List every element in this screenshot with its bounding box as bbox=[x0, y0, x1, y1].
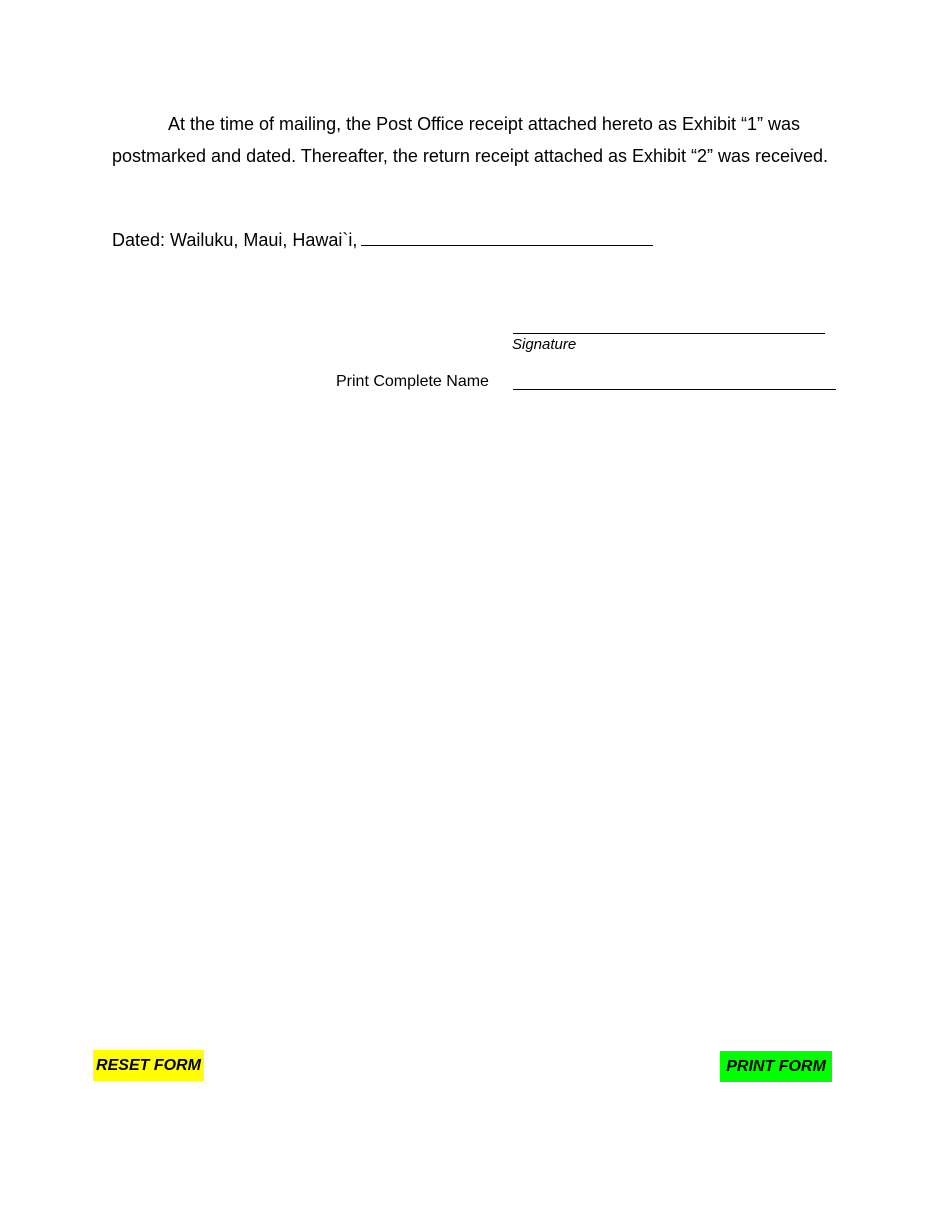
print-form-button[interactable]: PRINT FORM bbox=[720, 1051, 832, 1082]
signature-line[interactable] bbox=[513, 333, 825, 334]
print-name-label: Print Complete Name bbox=[336, 373, 489, 390]
dated-row bbox=[112, 226, 653, 254]
mailing-statement: At the time of mailing, the Post Office receipt attached hereto as Exhibit “1” was postmarked and dated. Thereafter, the return receipt attached as Exhibit “2” was received. bbox=[112, 114, 829, 166]
dated-label: Dated: Wailuku, Maui, Hawai`i, bbox=[112, 230, 358, 250]
date-blank-line[interactable] bbox=[361, 244, 653, 246]
reset-form-button[interactable]: RESET FORM bbox=[93, 1050, 204, 1081]
print-name-line[interactable] bbox=[513, 389, 836, 390]
signature-label: Signature bbox=[512, 336, 577, 353]
